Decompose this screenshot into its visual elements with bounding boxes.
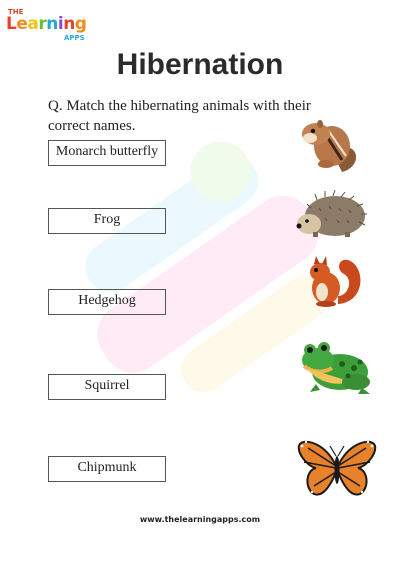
- squirrel-icon[interactable]: [302, 252, 364, 310]
- name-box-squirrel[interactable]: Squirrel: [48, 374, 166, 400]
- question-text: Q. Match the hibernating animals with their correct names.: [48, 98, 311, 134]
- name-box-chipmunk[interactable]: Chipmunk: [48, 456, 166, 482]
- frog-icon[interactable]: [296, 338, 376, 398]
- butterfly-icon[interactable]: [296, 438, 378, 500]
- logo: [6, 8, 98, 44]
- name-box-hedgehog[interactable]: Hedgehog: [48, 289, 166, 315]
- logo-top-text: THE: [8, 8, 24, 16]
- name-box-frog[interactable]: Frog: [48, 208, 166, 234]
- page-title: Hibernation: [116, 48, 284, 81]
- chipmunk-icon[interactable]: [298, 112, 362, 178]
- hedgehog-icon[interactable]: [295, 190, 367, 240]
- logo-apps-text: APPS: [64, 34, 85, 42]
- name-box-monarch-butterfly[interactable]: Monarch butterfly: [48, 140, 166, 166]
- logo-wordmark: Learning: [6, 14, 87, 34]
- footer-url[interactable]: www.thelearningapps.com: [139, 515, 261, 524]
